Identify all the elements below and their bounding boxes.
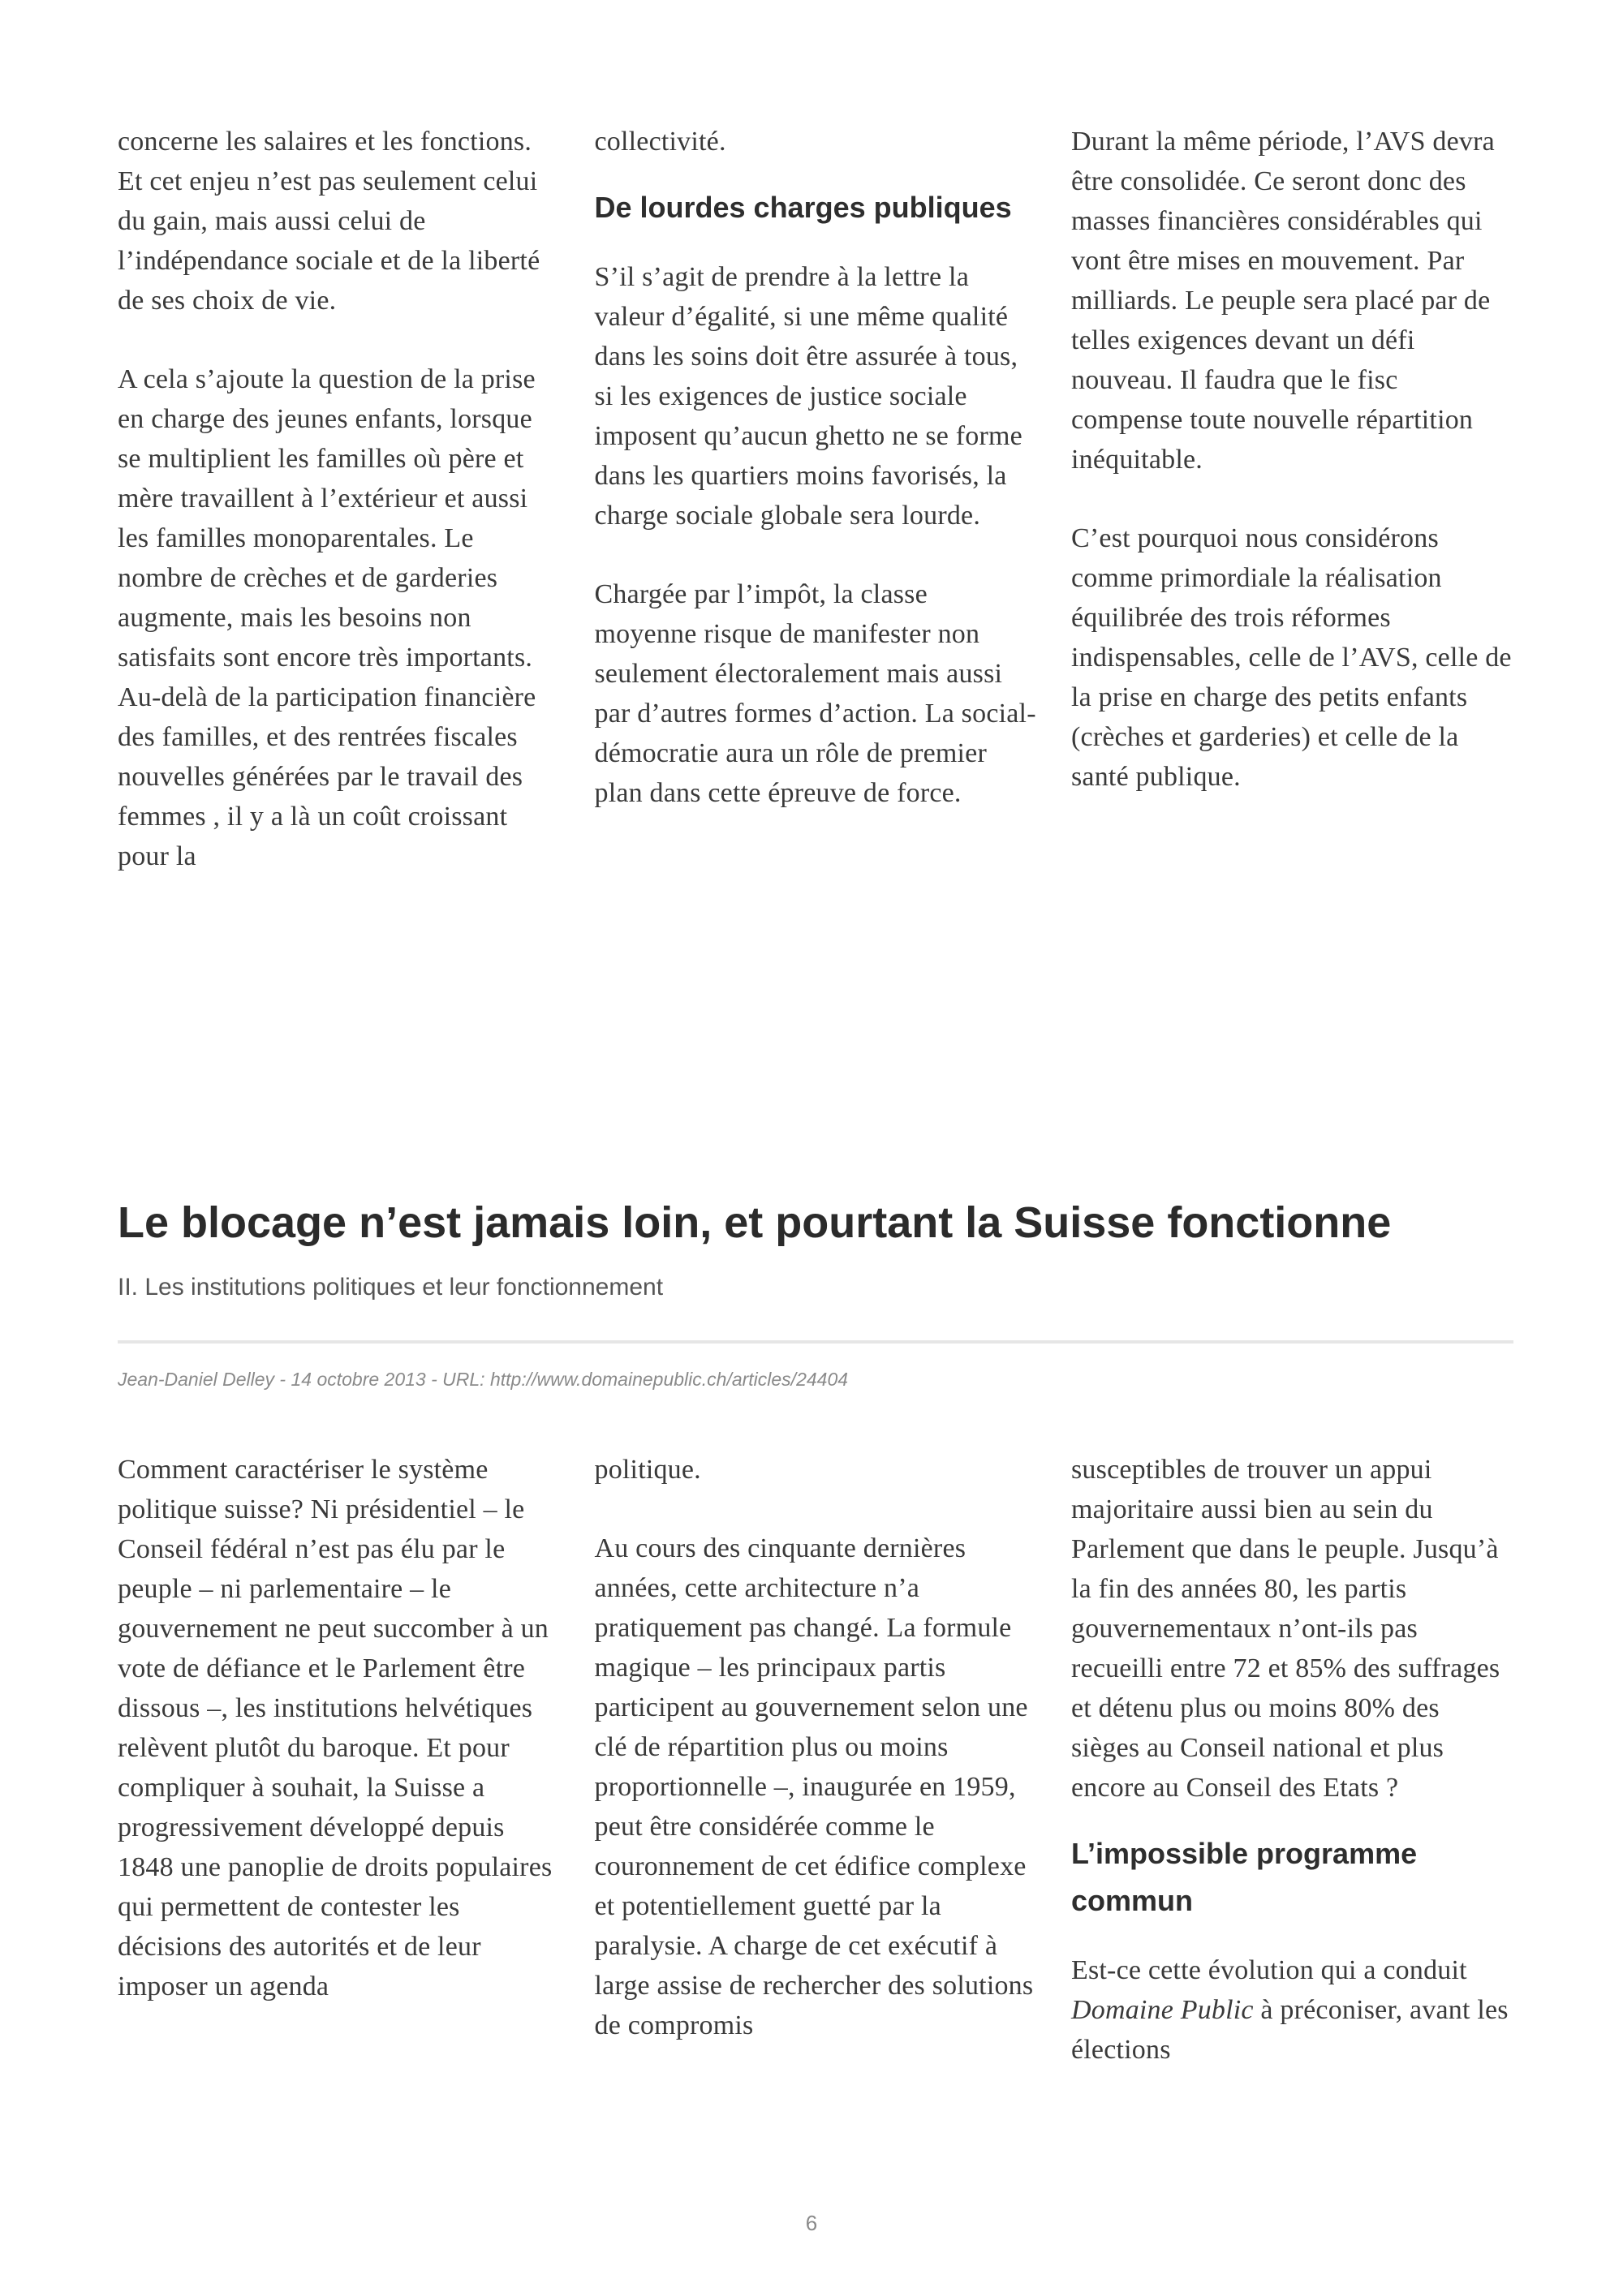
- continued-article-columns: [118, 122, 1513, 915]
- article-title: Le blocage n’est jamais loin, et pourtant la Suisse fonctionne: [118, 1198, 1392, 1247]
- paragraph-text: à préconiser, avant les élections: [1071, 1995, 1509, 2065]
- paragraph: susceptibles de trouver un appui majoritaire aussi bien au sein du Parlement que dans le peuple. Jusqu’à la fin des années 80, les partis gouvernementaux n’ont-ils pas recueilli entre 72 et 85% des suffrages et détenu plus ou moins 80% des sièges au Conseil national et plus encore au Conseil des Etats ?: [1071, 1455, 1500, 1803]
- article-columns: [118, 1450, 1513, 2109]
- page-number: 6: [805, 2211, 818, 2235]
- column-3: [1071, 122, 1513, 915]
- paragraph: Comment caractériser le système politique suisse? Ni présidentiel – le Conseil fédéral n’est pas élu par le peuple – ni parlementaire – le gouvernement ne peut succomber à un vote de défiance et le Parlement être dissous –, les institutions helvétiques relèvent plutôt du baroque. Et pour compliquer à souhait, la Suisse a progressivement développé depuis 1848 une panoplie de droits populaires qui permettent de contester les décisions des autorités et de leur imposer un agenda: [118, 1455, 553, 2001]
- divider: [118, 1340, 1513, 1344]
- column-2: [595, 122, 1037, 915]
- column-3: [1071, 1450, 1513, 2109]
- section-heading: L’impossible programme commun: [1071, 1837, 1418, 1917]
- section-heading: De lourdes charges publiques: [594, 191, 1012, 224]
- article-byline: Jean-Daniel Delley - 14 octobre 2013 - URL: http://www.domainepublic.ch/articles/24404: [118, 1369, 849, 1390]
- column-2: [595, 1450, 1037, 2109]
- paragraph: S’il s’agit de prendre à la lettre la valeur d’égalité, si une même qualité dans les soins doit être assurée à tous, si les exigences de justice sociale imposent qu’aucun ghetto ne se forme dans les quartiers moins favorisés, la charge sociale globale sera lourde.: [594, 262, 1022, 531]
- column-1: [118, 122, 560, 915]
- paragraph: A cela s’ajoute la question de la prise en charge des jeunes enfants, lorsque se multiplient les familles où père et mère travaillent à l’extérieur et aussi les familles monoparentales. Le nombre de crèches et de garderies augmente, mais les besoins non satisfaits sont encore très importants. Au-delà de la participation financière des familles, et des rentrées fiscales nouvelles générées par le travail des femmes , il y a là un coût croissant pour la: [118, 364, 536, 871]
- paragraph: collectivité.: [594, 127, 726, 157]
- column-1: [118, 1450, 560, 2109]
- paragraph: Au cours des cinquante dernières années, cette architecture n’a pratiquement pas changé. La formule magique – les principaux partis participent au gouvernement selon une clé de répartition plus ou moins proportionnelle –, inaugurée en 1959, peut être considérée comme le couronnement de cet édifice complexe et potentiellement guetté par la paralysie. A charge de cet exécutif à large assise de rechercher des solutions de compromis: [594, 1533, 1034, 2040]
- paragraph: politique.: [594, 1455, 701, 1485]
- publication-name: Domaine Public: [1071, 1995, 1254, 2025]
- article-subtitle: II. Les institutions politiques et leur fonctionnement: [118, 1274, 664, 1301]
- paragraph: concerne les salaires et les fonctions. Et cet enjeu n’est pas seulement celui du gain, mais aussi celui de l’indépendance sociale et de la liberté de ses choix de vie.: [118, 127, 540, 316]
- paragraph: [1071, 1950, 1513, 2070]
- paragraph: Chargée par l’impôt, la classe moyenne risque de manifester non seulement électoralement mais aussi par d’autres formes d’action. La social-démocratie aura un rôle de premier plan dans cette épreuve de force.: [594, 579, 1036, 808]
- paragraph: C’est pourquoi nous considérons comme primordiale la réalisation équilibrée des trois réformes indispensables, celle de l’AVS, celle de la prise en charge des petits enfants (crèches et garderies) et celle de la santé publique.: [1071, 523, 1512, 792]
- paragraph-text: Est-ce cette évolution qui a conduit: [1071, 1955, 1467, 1985]
- paragraph: Durant la même période, l’AVS devra être consolidée. Ce seront donc des masses financières considérables qui vont être mises en mouvement. Par milliards. Le peuple sera placé par de telles exigences devant un défi nouveau. Il faudra que le fisc compense toute nouvelle répartition inéquitable.: [1071, 127, 1495, 475]
